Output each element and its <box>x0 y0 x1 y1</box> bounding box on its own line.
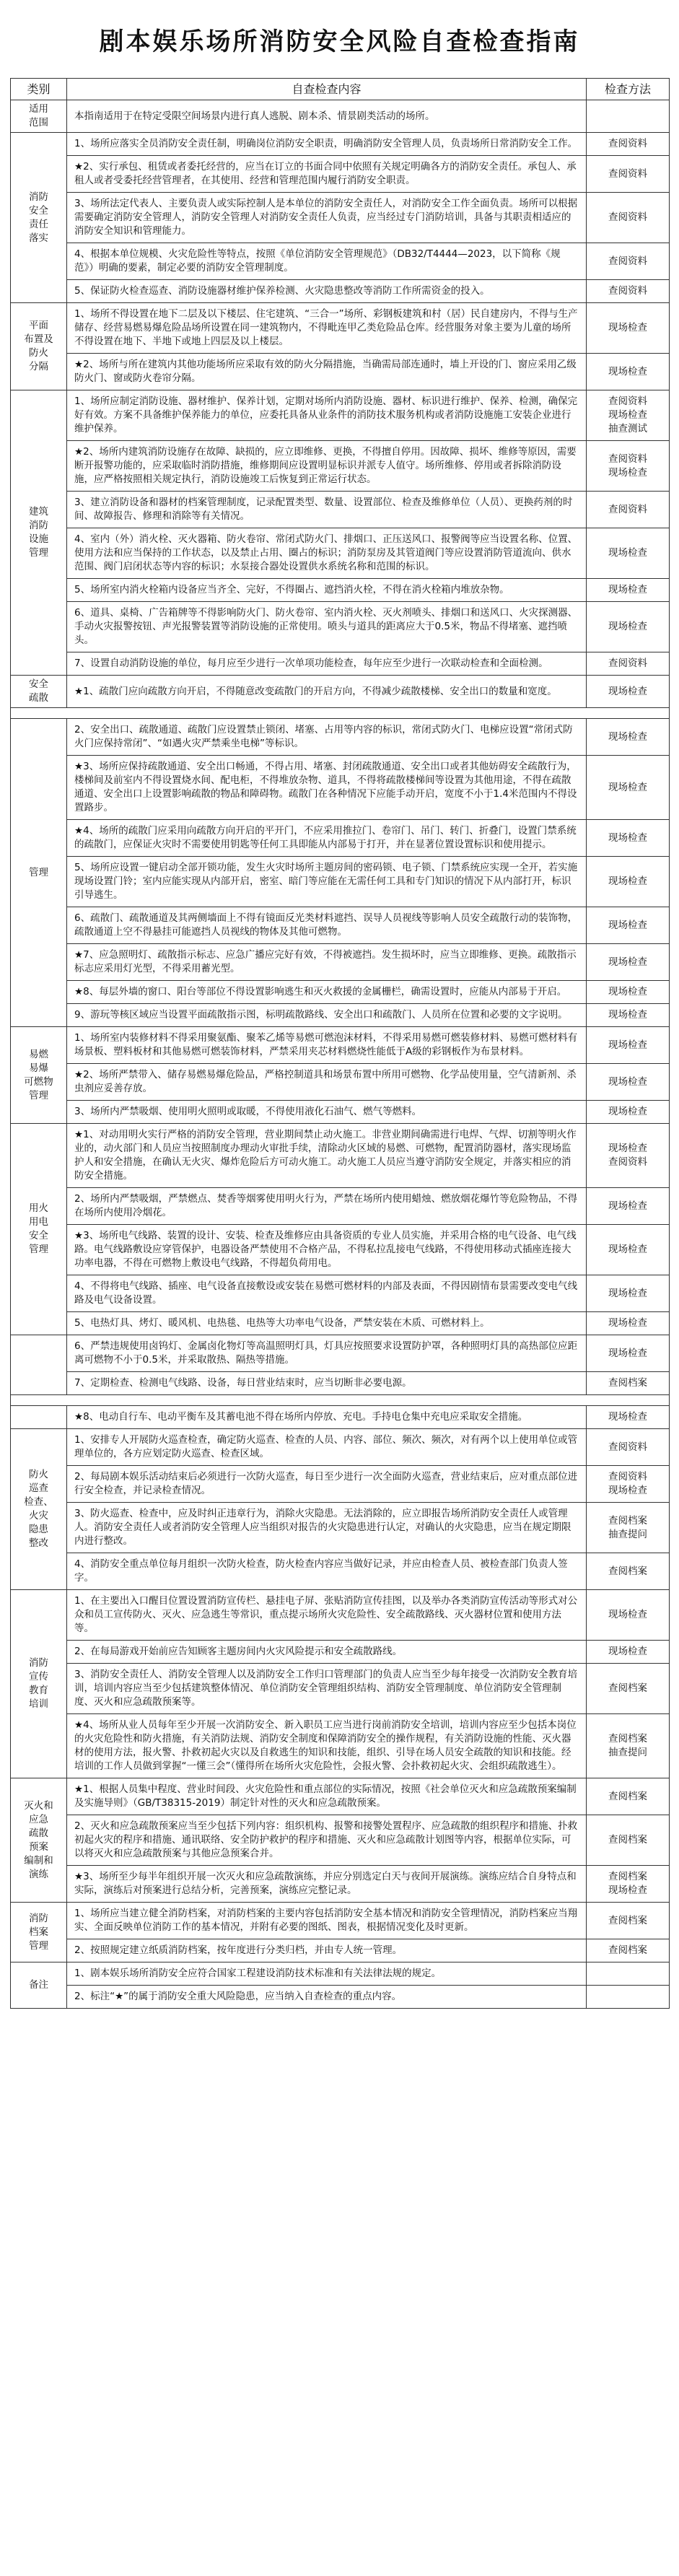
check-method: 查阅档案 抽查提问 <box>587 1503 670 1553</box>
table-row <box>11 243 670 280</box>
table-row <box>11 1903 670 1939</box>
check-item: ★3、场所应保持疏散通道、安全出口畅通，不得占用、堵塞、封闭疏散通道、安全出口或者其他妨碍安全疏散行为，楼梯间及前室内不得设置烧水间、配电柜，不得堆放杂物、道具，不得将疏散楼梯间等设置为其他用途，不得在疏散通道、安全出口上设置影响疏散的物品和障碍物。疏散门在各种情况下应能手动开启，宽度不小于1.4米范围内不得设置路步。 <box>67 756 587 820</box>
check-method: 现场检查 <box>587 1641 670 1664</box>
table-row <box>11 652 670 676</box>
check-method: 现场检查 <box>587 1312 670 1335</box>
check-method: 查阅档案 <box>587 1372 670 1395</box>
table-row <box>11 1372 670 1395</box>
inspection-table <box>10 78 670 2009</box>
check-method: 现场检查 <box>587 719 670 756</box>
table-body <box>11 100 670 2009</box>
check-method: 现场检查 <box>587 857 670 907</box>
table-row <box>11 907 670 944</box>
check-method: 现场检查 <box>587 602 670 652</box>
category-cell: 管理 <box>11 719 67 1027</box>
check-item: 5、电热灯具、烤灯、暖风机、电热毯、电热等大功率电气设备，严禁安装在木质、可燃材料上。 <box>67 1312 587 1335</box>
check-item: ★7、应急照明灯、疏散指示标志、应急广播应完好有效，不得被遮挡。发生损坏时，应当立即维修、更换。疏散指示标志应采用灯光型，不得采用蓄光型。 <box>67 944 587 981</box>
check-method: 现场检查 <box>587 907 670 944</box>
check-method: 现场检查 <box>587 579 670 602</box>
check-item: 本指南适用于在特定受限空间场景内进行真人逃脱、剧本杀、情景剧类活动的场所。 <box>67 100 587 133</box>
check-item: ★8、每层外墙的窗口、阳台等部位不得设置影响逃生和灭火救援的金属栅栏，确需设置时，应能从内部易于开启。 <box>67 981 587 1004</box>
table-row <box>11 981 670 1004</box>
table-row <box>11 602 670 652</box>
check-item: 5、场所应设置一键启动全部开锁功能，发生火灾时场所主题房间的密码锁、电子锁、门禁系统应实现一全开，若实施现场设置门铃；室内应能实现从内部开启，密室、暗门等应能在无需任何工具和专门知识的情况下从内部打开，标识引导逃生。 <box>67 857 587 907</box>
check-method: 现场检查 <box>587 1027 670 1064</box>
check-item: ★3、场所至少每半年组织开展一次灭火和应急疏散演练，并应分别选定白天与夜间开展演练。演练应结合自身特点和实际，演练后对预案进行总结分析，完善预案，演练应完整记录。 <box>67 1866 587 1903</box>
table-row <box>11 1714 670 1778</box>
category-cell: 灭火和 应急 疏散 预案 编制和 演练 <box>11 1778 67 1903</box>
check-item: 4、根据本单位规模、火灾危险性等特点，按照《单位消防安全管理规范》（DB32/T4444—2023，以下简称《规范》）明确的要素，制定必要的消防安全管理制度。 <box>67 243 587 280</box>
header-method: 检查方法 <box>587 79 670 100</box>
check-method: 现场检查 <box>587 1275 670 1312</box>
check-method: 查阅资料 <box>587 243 670 280</box>
header-category: 类别 <box>11 79 67 100</box>
check-method: 查阅资料 <box>587 652 670 676</box>
table-row <box>11 1064 670 1101</box>
table-row <box>11 1335 670 1372</box>
check-item: 3、建立消防设备和器材的档案管理制度，记录配置类型、数量、设置部位、检查及维修单位（人员）、更换药剂的时间、故障报告、修理和消除等有关情况。 <box>67 492 587 528</box>
check-item: 1、在主要出入口醒目位置设置消防宣传栏、悬挂电子屏、张贴消防宣传挂图，以及举办各类消防宣传活动等形式对公众和员工宣传防火、灭火、应急逃生等常识，重点提示场所火灾危险性、安全疏散路线、灭火器材位置和使用方法等。 <box>67 1590 587 1641</box>
check-item: 7、定期检查、检测电气线路、设备，每日营业结束时，应当切断非必要电源。 <box>67 1372 587 1395</box>
table-row <box>11 492 670 528</box>
table-row <box>11 1503 670 1553</box>
check-method: 查阅档案 <box>587 1553 670 1590</box>
check-item: 5、保证防火检查巡查、消防设施器材维护保养检测、火灾隐患整改等消防工作所需资金的投入。 <box>67 280 587 303</box>
table-row <box>11 1962 670 1986</box>
check-item: 1、场所应落实全员消防安全责任制，明确岗位消防安全职责，明确消防安全管理人员，负责场所日常消防安全工作。 <box>67 133 587 156</box>
table-row <box>11 1664 670 1714</box>
category-cell: 建筑 消防 设施 管理 <box>11 390 67 676</box>
category-cell: 易燃 易爆 可燃物 管理 <box>11 1027 67 1124</box>
check-method: 查阅档案 现场检查 <box>587 1866 670 1903</box>
table-row <box>11 1429 670 1466</box>
table-row <box>11 579 670 602</box>
check-method: 查阅资料 现场检查 抽查测试 <box>587 390 670 441</box>
table-row <box>11 820 670 857</box>
check-item: ★4、场所从业人员每年至少开展一次消防安全、新入职员工应当进行岗前消防安全培训，培训内容应至少包括本岗位的火灾危险性和防火措施，有关消防法规、消防安全制度和保障消防安全的操作规程，有关消防设施的性能、灭火器材的使用方法，报火警、扑救初起火灾以及自救逃生的知识和技能，组织、引导在场人员安全疏散的知识和技能。经培训的工作人员做到掌握“一懂三会”（懂得所在场所火灾危险性，会报火警、会扑救初起火灾、会组织疏散逃生）。 <box>67 1714 587 1778</box>
check-method: 现场检查 <box>587 354 670 390</box>
check-item: 3、消防安全责任人、消防安全管理人以及消防安全工作归口管理部门的负责人应当至少每年接受一次消防安全教育培训，培训内容应当至少包括建筑整体情况、单位消防安全管理组织结构、消防安全管理制度、单位消防安全管理制度、灭火和应急疏散预案等。 <box>67 1664 587 1714</box>
header-content: 自查检查内容 <box>67 79 587 100</box>
check-method <box>587 1962 670 1986</box>
table-row <box>11 1004 670 1027</box>
table-row <box>11 1406 670 1429</box>
check-method: 查阅档案 <box>587 1778 670 1815</box>
check-item: 4、消防安全重点单位每月组织一次防火检查，防火检查内容应当做好记录，并应由检查人员、被检查部门负责人签字。 <box>67 1553 587 1590</box>
table-row <box>11 303 670 354</box>
section-gap <box>11 708 670 719</box>
category-cell: 用火 用电 安全 管理 <box>11 1124 67 1335</box>
table-row <box>11 1553 670 1590</box>
check-item: 1、场所应当建立健全消防档案，对消防档案的主要内容包括消防安全基本情况和消防安全管理情况，消防档案应当翔实、全面反映单位消防工作的基本情况，并附有必要的图纸、图表，根据情况变化及时更新。 <box>67 1903 587 1939</box>
check-item: ★4、场所的疏散门应采用向疏散方向开启的平开门，不应采用推拉门、卷帘门、吊门、转门、折叠门，设置门禁系统的疏散门，应保证火灾时不需要使用钥匙等任何工具即能从内部易于打开，并在显著位置设置标识和使用提示。 <box>67 820 587 857</box>
check-method: 现场检查 <box>587 1064 670 1101</box>
table-row <box>11 1124 670 1188</box>
check-method: 查阅资料 <box>587 1429 670 1466</box>
table-row <box>11 156 670 193</box>
check-item: 6、道具、桌椅、广告箱牌等不得影响防火门、防火卷帘、室内消火栓、灭火剂喷头、排烟口和送风口、火灾探测器、手动火灾报警按钮、声光报警装置等消防设施的正常使用。喷头与道具的距离应大于0.5米，物品不得堵塞、遮挡喷头。 <box>67 602 587 652</box>
check-item: ★2、场所与所在建筑内其他功能场所应采取有效的防火分隔措施，当确需局部连通时，墙上开设的门、窗应采用乙级防火门、窗或防火卷帘分隔。 <box>67 354 587 390</box>
check-item: 6、疏散门、疏散通道及其两侧墙面上不得有镜面反光类材料遮挡、误导人员视线等影响人员安全疏散行动的装饰物，疏散通道上空不得悬挂可能遮挡人员视线的物体及其他可燃物。 <box>67 907 587 944</box>
check-method: 现场检查 <box>587 944 670 981</box>
check-method: 现场检查 <box>587 1188 670 1225</box>
check-item: 2、每局剧本娱乐活动结束后必须进行一次防火巡查，每日至少进行一次全面防火巡查，营业结束后，应对重点部位进行安全检查，并记录检查情况。 <box>67 1466 587 1503</box>
table-row <box>11 1986 670 2009</box>
check-item: ★3、场所电气线路、装置的设计、安装、检查及维修应由具备资质的专业人员实施，并采用合格的电气设备、电气线路。电气线路敷设应穿管保护，电器设备严禁使用不合格产品，不得私拉乱接电气线路，不得使用移动式插座连接大功率电器，不得在可燃物上敷设电气线路，不得超负荷用电。 <box>67 1225 587 1275</box>
check-item: ★2、实行承包、租赁或者委托经营的，应当在订立的书面合同中依照有关规定明确各方的消防安全责任。承包人、承租人或者受委托经营管理者，在其使用、经营和管理范围内履行消防安全职责。 <box>67 156 587 193</box>
category-cell <box>11 1406 67 1429</box>
category-cell: 安全 疏散 <box>11 676 67 708</box>
check-item: 3、场所法定代表人、主要负责人或实际控制人是本单位的消防安全责任人，对消防安全工作全面负责。场所可以根据需要确定消防安全管理人，消防安全管理人对消防安全责任人负责，应当经过专门消防培训，具备与其职责相适应的消防安全知识和管理能力。 <box>67 193 587 243</box>
check-method: 查阅档案 <box>587 1815 670 1866</box>
section-gap <box>11 1395 670 1406</box>
check-item: 4、室内（外）消火栓、灭火器箱、防火卷帘、常闭式防火门、排烟口、正压送风口、报警阀等应当设置名称、位置、使用方法和应当保持的工作状态，以及禁止占用、圈占的标识；消防泵房及其管道阀门等应设置消防管道流向、供水范围、阀门启闭状态等内容的标识；水泵接合器处设置供水系统名称和范围的标识。 <box>67 528 587 579</box>
check-item: 3、场所内严禁吸烟、使用明火照明或取暖，不得使用液化石油气、燃气等燃料。 <box>67 1101 587 1124</box>
table-row <box>11 1225 670 1275</box>
check-method: 查阅资料 现场检查 <box>587 1466 670 1503</box>
table-row <box>11 1590 670 1641</box>
check-item: ★2、场所严禁带入、储存易燃易爆危险品，严格控制道具和场景布置中所用可燃物、化学品使用量，空气清新剂、杀虫剂应妥善存放。 <box>67 1064 587 1101</box>
category-cell: 消防 档案 管理 <box>11 1903 67 1962</box>
table-row <box>11 1312 670 1335</box>
check-item: ★1、根据人员集中程度、营业时间段、火灾危险性和重点部位的实际情况，按照《社会单位灭火和应急疏散预案编制及实施导则》（GB/T38315-2019）制定针对性的灭火和应急疏散预案。 <box>67 1778 587 1815</box>
check-method: 现场检查 查阅资料 <box>587 1124 670 1188</box>
check-method: 查阅资料 现场检查 <box>587 441 670 492</box>
check-method: 查阅档案 <box>587 1939 670 1962</box>
check-item: 7、设置自动消防设施的单位，每月应至少进行一次单项功能检查，每年应至少进行一次联动检查和全面检测。 <box>67 652 587 676</box>
table-row <box>11 280 670 303</box>
table-row <box>11 1778 670 1815</box>
check-method <box>587 100 670 133</box>
check-item: ★2、场所内建筑消防设施存在故障、缺损的，应立即维修、更换，不得擅自停用。因故障、损坏、维修等原因，需要断开报警功能的，应采取临时消防措施，维修期间应设置明显标识并派专人值守。场所维修、停用或者拆除消防设施，应严格按照相关规定执行，消防设施竣工后恢复到正常运行状态。 <box>67 441 587 492</box>
table-row <box>11 354 670 390</box>
table-row <box>11 1641 670 1664</box>
check-item: 4、不得将电气线路、插座、电气设备直接敷设或安装在易燃可燃材料的内部及表面，不得因剧情布景需要改变电气线路及电气设备设置。 <box>67 1275 587 1312</box>
check-item: 2、按照规定建立纸质消防档案，按年度进行分类归档，并由专人统一管理。 <box>67 1939 587 1962</box>
table-header-row <box>11 79 670 100</box>
category-cell: 防火 巡查 检查、 火灾 隐患 整改 <box>11 1429 67 1590</box>
document-title: 剧本娱乐场所消防安全风险自查检查指南 <box>99 27 580 56</box>
table-row <box>11 719 670 756</box>
category-cell: 消防 安全 责任 落实 <box>11 133 67 303</box>
check-method: 现场检查 <box>587 1101 670 1124</box>
check-method: 现场检查 <box>587 528 670 579</box>
check-item: 2、场所内严禁吸烟，严禁燃点、焚香等烟雾使用明火行为，严禁在场所内使用蜡烛、燃放烟花爆竹等危险物品，不得在场所内使用冷烟花。 <box>67 1188 587 1225</box>
table-row <box>11 133 670 156</box>
check-item: 1、场所应制定消防设施、器材维护、保养计划，定期对场所内消防设施、器材、标识进行维护、保养、检测，确保完好有效。方案不具备维护保养能力的单位，应委托具备从业条件的消防技术服务机构或者消防设施施工安装企业进行维护保养。 <box>67 390 587 441</box>
check-item: ★1、对动用明火实行严格的消防安全管理，营业期间禁止动火施工。非营业期间确需进行电焊、气焊、切割等明火作业的，动火部门和人员应当按照制度办理动火审批手续，清除动火区域的易燃、可燃物，配置消防器材，落实现场监护人和安全措施，在确认无火灾、爆炸危险后方可动火施工。动火施工人员应当遵守消防安全规定，并落实相应的消防安全措施。 <box>67 1124 587 1188</box>
table-row <box>11 1027 670 1064</box>
category-cell: 备注 <box>11 1962 67 2009</box>
check-method: 查阅资料 <box>587 280 670 303</box>
check-method: 现场检查 <box>587 756 670 820</box>
check-method: 查阅资料 <box>587 133 670 156</box>
check-item: 2、在每局游戏开始前应告知顾客主题房间内火灾风险提示和安全疏散路线。 <box>67 1641 587 1664</box>
check-method: 现场检查 <box>587 1004 670 1027</box>
table-row <box>11 1815 670 1866</box>
check-method: 现场检查 <box>587 1335 670 1372</box>
check-method: 查阅资料 <box>587 492 670 528</box>
check-item: 1、场所室内装修材料不得采用聚氨酯、聚苯乙烯等易燃可燃泡沫材料，不得采用易燃可燃装修材料、易燃可燃材料有场景板、塑料板材和其他易燃可燃装饰材料，严禁采用夹芯材料燃烧性能低于A级的彩钢板作为布景材料。 <box>67 1027 587 1064</box>
check-method: 查阅资料 <box>587 156 670 193</box>
check-method: 现场检查 <box>587 1225 670 1275</box>
check-item: 2、安全出口、疏散通道、疏散门应设置禁止锁闭、堵塞、占用等内容的标识，常闭式防火门、电梯应设置“常闭式防火门应保持常闭”、“如遇火灾严禁乘坐电梯”等标识。 <box>67 719 587 756</box>
check-method: 现场检查 <box>587 820 670 857</box>
table-row <box>11 1101 670 1124</box>
category-cell: 消防 宣传 教育 培训 <box>11 1590 67 1778</box>
category-cell: 平面 布置及 防火 分隔 <box>11 303 67 390</box>
category-cell <box>11 1335 67 1395</box>
table-row <box>11 1275 670 1312</box>
check-item: 6、严禁违规使用卤钨灯、金属卤化物灯等高温照明灯具，灯具应按照要求设置防护罩，各种照明灯具的高热部位应距离可燃物不小于0.5米，并采取散热、隔热等措施。 <box>67 1335 587 1372</box>
check-method: 查阅资料 <box>587 193 670 243</box>
check-item: 9、游玩等核区域应当设置平面疏散指示图，标明疏散路线、安全出口和疏散门、人员所在位置和必要的文字说明。 <box>67 1004 587 1027</box>
check-method: 查阅档案 <box>587 1903 670 1939</box>
check-item: 5、场所室内消火栓箱内设备应当齐全、完好，不得圈占、遮挡消火栓，不得在消火栓箱内堆放杂物。 <box>67 579 587 602</box>
table-row <box>11 1939 670 1962</box>
section-gap-cell <box>11 708 670 719</box>
table-row <box>11 1466 670 1503</box>
table-row <box>11 944 670 981</box>
check-item: 2、灭火和应急疏散预案应当至少包括下列内容：组织机构、报警和接警处置程序、应急疏散的组织程序和措施、扑救初起火灾的程序和措施、通讯联络、安全防护救护的程序和措施、灭火和应急疏散计划图等内容，根据单位实际，可以将灭火和应急疏散预案与其他应急预案合并。 <box>67 1815 587 1866</box>
check-method: 查阅档案 抽查提问 <box>587 1714 670 1778</box>
check-item: ★8、电动自行车、电动平衡车及其蓄电池不得在场所内停放、充电。手持电仓集中充电应采取安全措施。 <box>67 1406 587 1429</box>
table-row <box>11 1188 670 1225</box>
check-method: 查阅档案 <box>587 1664 670 1714</box>
check-method: 现场检查 <box>587 676 670 708</box>
check-method <box>587 1986 670 2009</box>
category-cell: 适用 范围 <box>11 100 67 133</box>
check-item: 1、场所不得设置在地下二层及以下楼层、住宅建筑、“三合一”场所、彩钢板建筑和村（居）民自建房内，不得与生产储存、经营易燃易爆危险品场所设置在同一建筑物内，不得毗连甲乙类危险品仓库。经营服务对象主要为儿童的场所不得设置在地下、半地下或地上四层及以上楼层。 <box>67 303 587 354</box>
section-gap-cell <box>11 1395 670 1406</box>
check-method: 现场检查 <box>587 981 670 1004</box>
check-method: 现场检查 <box>587 1590 670 1641</box>
table-row <box>11 100 670 133</box>
check-method: 现场检查 <box>587 1406 670 1429</box>
table-row <box>11 390 670 441</box>
table-row <box>11 857 670 907</box>
table-row <box>11 528 670 579</box>
table-row <box>11 1866 670 1903</box>
check-item: 1、安排专人开展防火巡查检查，确定防火巡查、检查的人员、内容、部位、频次、频次，对有两个以上使用单位或管理单位的，各方应划定防火巡查、检查区域。 <box>67 1429 587 1466</box>
check-item: ★1、疏散门应向疏散方向开启，不得随意改变疏散门的开启方向，不得减少疏散楼梯、安全出口的数量和宽度。 <box>67 676 587 708</box>
check-item: 1、剧本娱乐场所消防安全应符合国家工程建设消防技术标准和有关法律法规的规定。 <box>67 1962 587 1986</box>
table-row <box>11 676 670 708</box>
table-row <box>11 756 670 820</box>
check-method: 现场检查 <box>587 303 670 354</box>
table-row <box>11 441 670 492</box>
check-item: 3、防火巡查、检查中，应及时纠正违章行为，消除火灾隐患。无法消除的，应立即报告场所消防安全责任人或管理人。消防安全责任人或者消防安全管理人应当组织对报告的火灾隐患进行认定，对确认的火灾隐患，应当在规定期限内进行整改。 <box>67 1503 587 1553</box>
check-item: 2、标注“★”的属于消防安全重大风险隐患，应当纳入自查检查的重点内容。 <box>67 1986 587 2009</box>
table-row <box>11 193 670 243</box>
